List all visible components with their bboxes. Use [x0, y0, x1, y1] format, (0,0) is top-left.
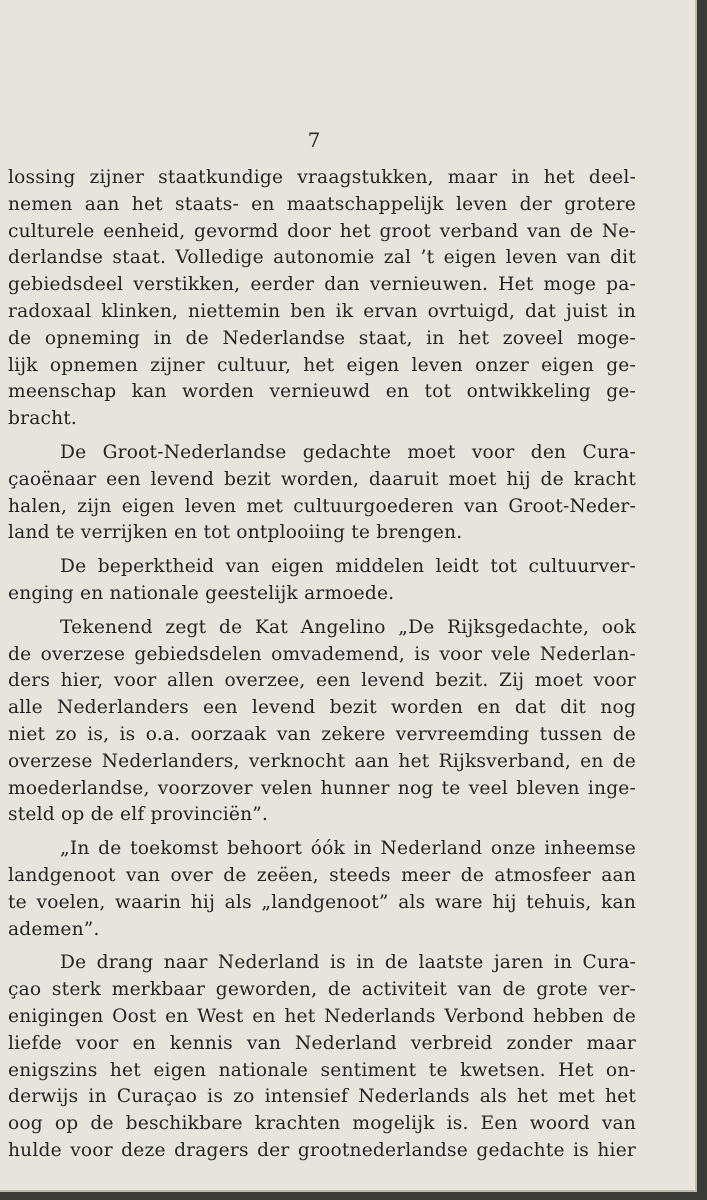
text-line: enigingen Oost en West en het Nederlands Verbond hebben de	[8, 1005, 636, 1027]
text-line: ademen”.	[8, 918, 100, 940]
text-line: lossing zijner staatkundige vraagstukken, maar in het deel-	[8, 167, 636, 188]
text-line: derlandse staat. Volledige autonomie zal ’t eigen leven van dit	[8, 247, 636, 269]
text-line: gebiedsdeel verstikken, eerder dan vernieuwen. Het moge pa-	[8, 274, 636, 296]
text-line: çaoënaar een levend bezit worden, daaruit moet hij de kracht	[8, 468, 636, 490]
paragraph	[8, 836, 636, 943]
paragraph	[8, 615, 636, 829]
text-line: lijk opnemen zijner cultuur, het eigen leven onzer eigen ge-	[8, 354, 636, 376]
text-line: hulde voor deze dragers der grootnederlandse gedachte is hier	[8, 1139, 636, 1161]
paragraph	[8, 165, 636, 433]
text-line: oog op de beschikbare krachten mogelijk is. Een woord van	[8, 1113, 636, 1135]
text-line: steld op de elf provinciën”.	[8, 804, 269, 826]
text-line: bracht.	[8, 408, 78, 430]
text-line: liefde voor en kennis van Nederland verbreid zonder maar	[8, 1032, 636, 1054]
text-line: nemen aan het staats- en maatschappelijk leven der grotere	[8, 193, 636, 215]
text-line: overzese Nederlanders, verknocht aan het Rijksverband, en de	[8, 750, 636, 772]
page-number: 7	[307, 128, 321, 152]
text-line: landgenoot van over de zeëen, steeds meer de atmosfeer aan	[8, 864, 636, 886]
paragraph	[8, 554, 636, 608]
text-line: halen, zijn eigen leven met cultuurgoederen van Groot-Neder-	[8, 495, 636, 517]
text-line: De beperktheid van eigen middelen leidt tot cultuurver-	[60, 556, 636, 578]
text-line: radoxaal klinken, niettemin ben ik ervan ovrtuigd, dat juist in	[8, 300, 636, 322]
text-line: meenschap kan worden vernieuwd en tot ontwikkeling ge-	[8, 381, 636, 403]
text-line: enigszins het eigen nationale sentiment te kwetsen. Het on-	[8, 1059, 636, 1081]
text-line: culturele eenheid, gevormd door het groot verband van de Ne-	[8, 220, 636, 242]
text-line: Tekenend zegt de Kat Angelino „De Rijksgedachte, ook	[60, 616, 636, 638]
text-line: enging en nationale geestelijk armoede.	[8, 582, 395, 604]
text-line: çao sterk merkbaar geworden, de activiteit van de grote ver-	[8, 979, 636, 1001]
paragraph	[8, 950, 636, 1164]
text-line: De drang naar Nederland is in de laatste jaren in Cura-	[60, 952, 636, 974]
text-line: derwijs in Curaçao is zo intensief Nederlands als het met het	[8, 1086, 636, 1108]
text-line: niet zo is, is o.a. oorzaak van zekere vervreemding tussen de	[8, 723, 636, 745]
text-line: moederlandse, voorzover velen hunner nog te veel bleven inge-	[8, 777, 636, 799]
text-line: „In de toekomst behoort óók in Nederland onze inheemse	[60, 838, 636, 860]
text-line: land te verrijken en tot ontplooiing te brengen.	[8, 522, 463, 544]
text-line: alle Nederlanders een levend bezit worden en dat dit nog	[8, 697, 636, 719]
text-line: De Groot-Nederlandse gedachte moet voor den Cura-	[60, 441, 636, 463]
text-line: te voelen, waarin hij als „landgenoot” als ware hij tehuis, kan	[8, 891, 636, 913]
text-line: de opneming in de Nederlandse staat, in het zoveel moge-	[8, 327, 636, 349]
text-line: de overzese gebiedsdelen omvademend, is voor vele Nederlan-	[8, 643, 636, 665]
body-text	[8, 165, 636, 1172]
text-line: ders hier, voor allen overzee, een levend bezit. Zij moet voor	[8, 670, 636, 692]
paragraph	[8, 440, 636, 547]
